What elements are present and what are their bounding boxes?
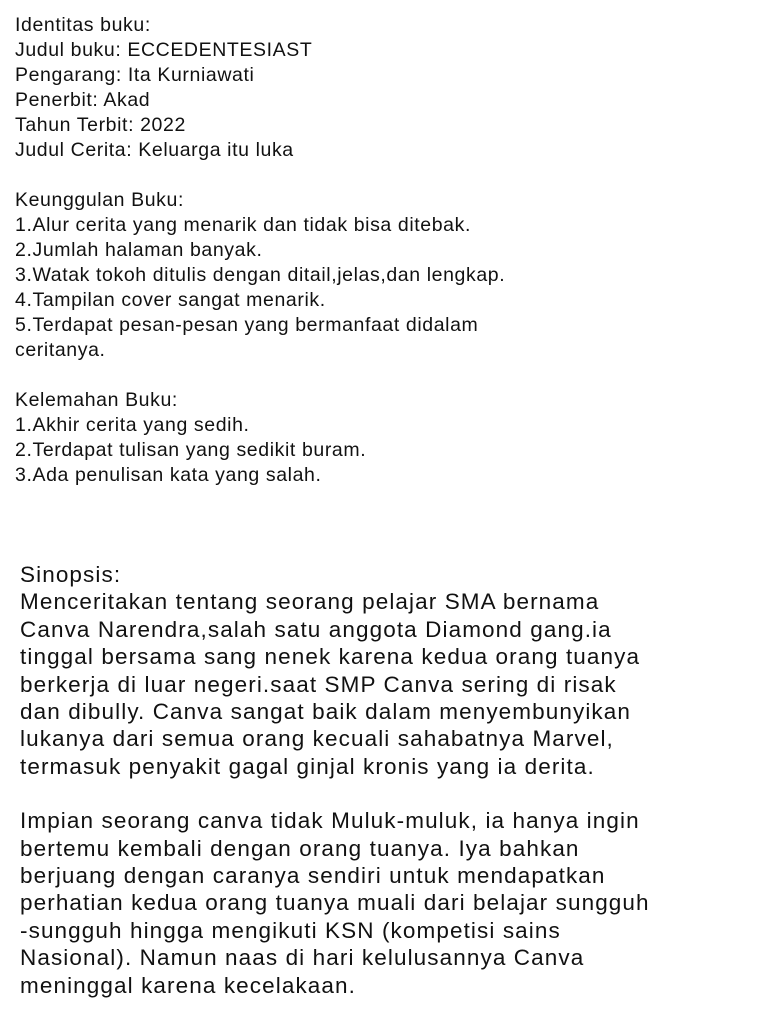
spacer [20, 780, 760, 807]
sinopsis-section [20, 561, 760, 999]
keunggulan-item: 3.Watak tokoh ditulis dengan ditail,jelas,dan lengkap. [15, 264, 506, 286]
sinopsis-paragraph-1 [20, 588, 760, 780]
keunggulan-item: 2.Jumlah halaman banyak. [15, 239, 263, 261]
sinopsis-line: Canva Narendra,salah satu anggota Diamond gang.ia [20, 616, 612, 642]
sinopsis-line: Impian seorang canva tidak Muluk-muluk, ia hanya ingin [20, 808, 640, 834]
keunggulan-heading: Keunggulan Buku: [15, 189, 184, 211]
identitas-block [15, 13, 755, 163]
penerbit-line: Penerbit: Akad [15, 89, 151, 111]
sinopsis-line: dan dibully. Canva sangat baik dalam menyembunyikan [20, 699, 632, 725]
sinopsis-line: tinggal bersama sang nenek karena kedua orang tuanya [20, 644, 641, 670]
keunggulan-item-continued: ceritanya. [15, 339, 106, 361]
sinopsis-line: berkerja di luar negeri.saat SMP Canva sering di risak [20, 671, 617, 697]
sinopsis-paragraph-2 [20, 807, 760, 999]
kelemahan-item: 3.Ada penulisan kata yang salah. [15, 464, 322, 486]
sinopsis-line: Nasional). Namun naas di hari kelulusannya Canva [20, 945, 585, 971]
judul-cerita-line: Judul Cerita: Keluarga itu luka [15, 139, 294, 161]
spacer [15, 163, 755, 188]
keunggulan-block [15, 188, 755, 363]
tahun-terbit-line: Tahun Terbit: 2022 [15, 114, 186, 136]
kelemahan-block [15, 388, 755, 488]
sinopsis-line: -sungguh hingga mengikuti KSN (kompetisi sains [20, 917, 561, 943]
pengarang-line: Pengarang: Ita Kurniawati [15, 64, 255, 86]
kelemahan-heading: Kelemahan Buku: [15, 389, 178, 411]
judul-buku-line: Judul buku: ECCEDENTESIAST [15, 39, 313, 61]
sinopsis-line: berjuang dengan caranya sendiri untuk mendapatkan [20, 863, 606, 889]
sinopsis-line: meninggal karena kecelakaan. [20, 972, 356, 998]
spacer [15, 363, 755, 388]
keunggulan-item: 5.Terdapat pesan-pesan yang bermanfaat didalam [15, 314, 479, 336]
sinopsis-line: lukanya dari semua orang kecuali sahabatnya Marvel, [20, 726, 614, 752]
sinopsis-heading: Sinopsis: [20, 562, 122, 587]
sinopsis-line: termasuk penyakit gagal ginjal kronis yang ia derita. [20, 753, 595, 779]
keunggulan-item: 1.Alur cerita yang menarik dan tidak bisa ditebak. [15, 214, 471, 236]
keunggulan-item: 4.Tampilan cover sangat menarik. [15, 289, 326, 311]
sinopsis-line: perhatian kedua orang tuanya muali dari belajar sungguh [20, 890, 650, 916]
identitas-heading: Identitas buku: [15, 14, 151, 36]
kelemahan-item: 2.Terdapat tulisan yang sedikit buram. [15, 439, 367, 461]
kelemahan-item: 1.Akhir cerita yang sedih. [15, 414, 250, 436]
book-review-section [15, 13, 755, 488]
sinopsis-line: bertemu kembali dengan orang tuanya. Iya bahkan [20, 835, 580, 861]
sinopsis-line: Menceritakan tentang seorang pelajar SMA bernama [20, 589, 600, 615]
